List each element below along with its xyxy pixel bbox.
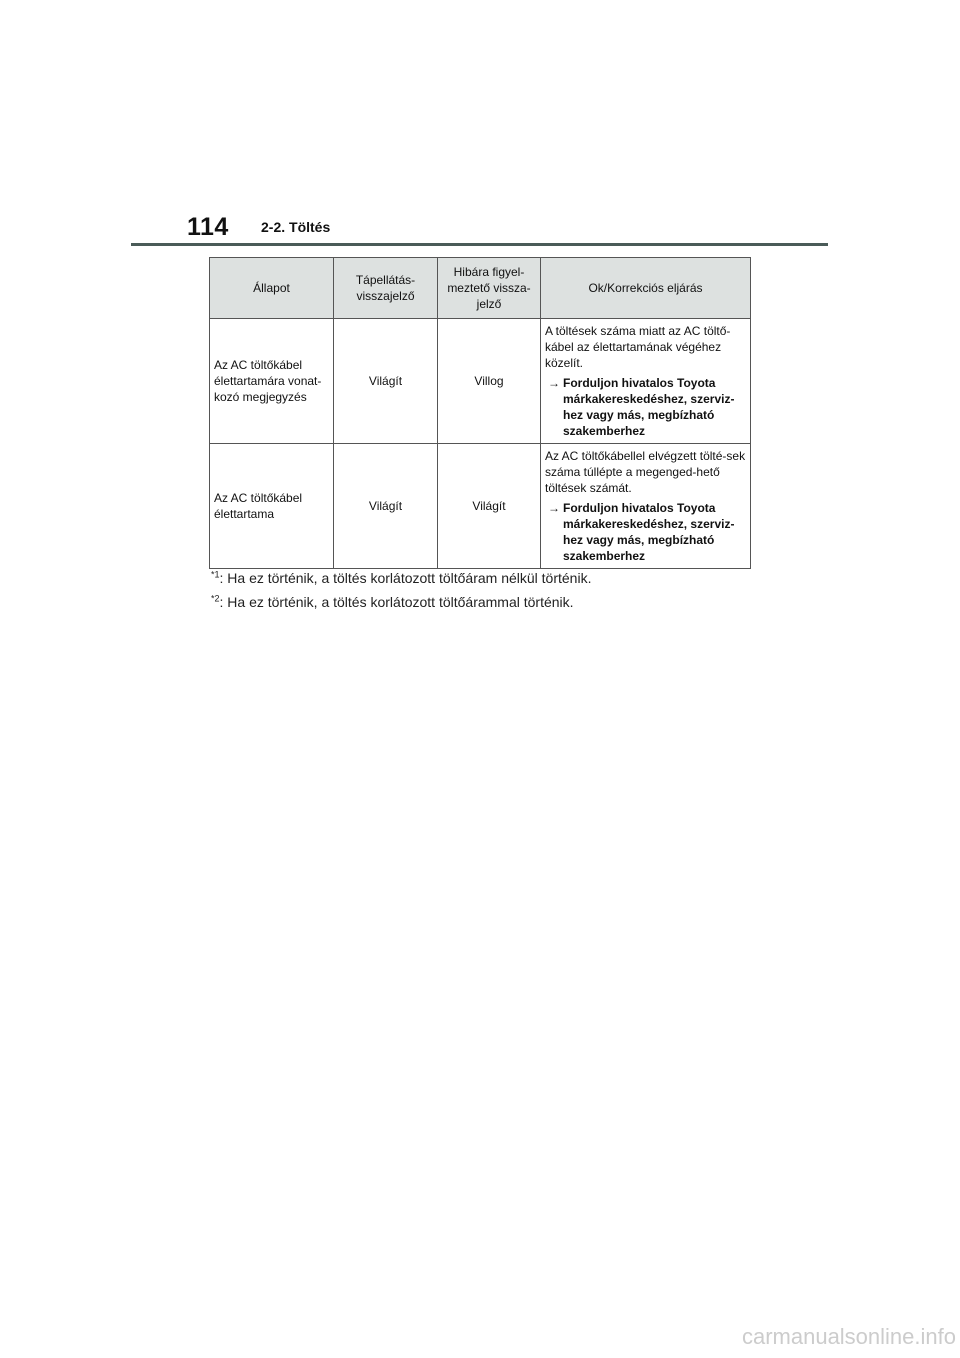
footnote-1 bbox=[211, 570, 591, 586]
footnote-text: : Ha ez történik, a töltés korlátozott töltőárammal történik. bbox=[219, 594, 574, 610]
footnote-mark: *2 bbox=[211, 593, 220, 604]
arrow-right-icon: → bbox=[548, 376, 560, 390]
footnote-mark: *1 bbox=[211, 569, 220, 580]
column-header-cause-action: Ok/Korrekciós eljárás bbox=[541, 258, 751, 319]
cell-state: Az AC töltőkábel élettartama bbox=[210, 444, 334, 569]
cell-warning-indicator: Villog bbox=[438, 319, 541, 444]
cell-power-indicator: Világít bbox=[334, 319, 438, 444]
cell-cause-action bbox=[541, 444, 751, 569]
section-title: 2-2. Töltés bbox=[261, 219, 331, 235]
column-header-warning-indicator: Hibára figyel-meztető vissza-jelző bbox=[438, 258, 541, 319]
cell-cause-action bbox=[541, 319, 751, 444]
page-number: 114 bbox=[187, 213, 229, 241]
cause-text: Az AC töltőkábellel elvégzett tölté-sek száma túllépte a megenged-hető töltések számát. bbox=[545, 449, 746, 495]
action-text: Forduljon hivatalos Toyota márkakereskedéshez, szerviz-hez vagy más, megbízható szakemberhez bbox=[563, 501, 735, 563]
footnote-text: : Ha ez történik, a töltés korlátozott töltőáram nélkül történik. bbox=[219, 570, 592, 586]
cell-state: Az AC töltőkábel élettartamára vonat-kozó megjegyzés bbox=[210, 319, 334, 444]
table-row bbox=[210, 319, 751, 444]
table-row bbox=[210, 444, 751, 569]
watermark: carmanualsonline.info bbox=[741, 1324, 956, 1349]
header-rule bbox=[131, 243, 828, 246]
cell-warning-indicator: Világít bbox=[438, 444, 541, 569]
footnote-2 bbox=[211, 594, 574, 610]
cell-power-indicator: Világít bbox=[334, 444, 438, 569]
action-block bbox=[545, 375, 746, 439]
column-header-power-indicator: Tápellátás-visszajelző bbox=[334, 258, 438, 319]
action-text: Forduljon hivatalos Toyota márkakereskedéshez, szerviz-hez vagy más, megbízható szakemberhez bbox=[563, 376, 735, 438]
table-header-row bbox=[210, 258, 751, 319]
column-header-state: Állapot bbox=[210, 258, 334, 319]
status-table bbox=[209, 257, 751, 569]
cause-text: A töltések száma miatt az AC töltő-kábel az élettartamának végéhez közelít. bbox=[545, 324, 731, 370]
action-block bbox=[545, 500, 746, 564]
arrow-right-icon: → bbox=[548, 501, 560, 515]
